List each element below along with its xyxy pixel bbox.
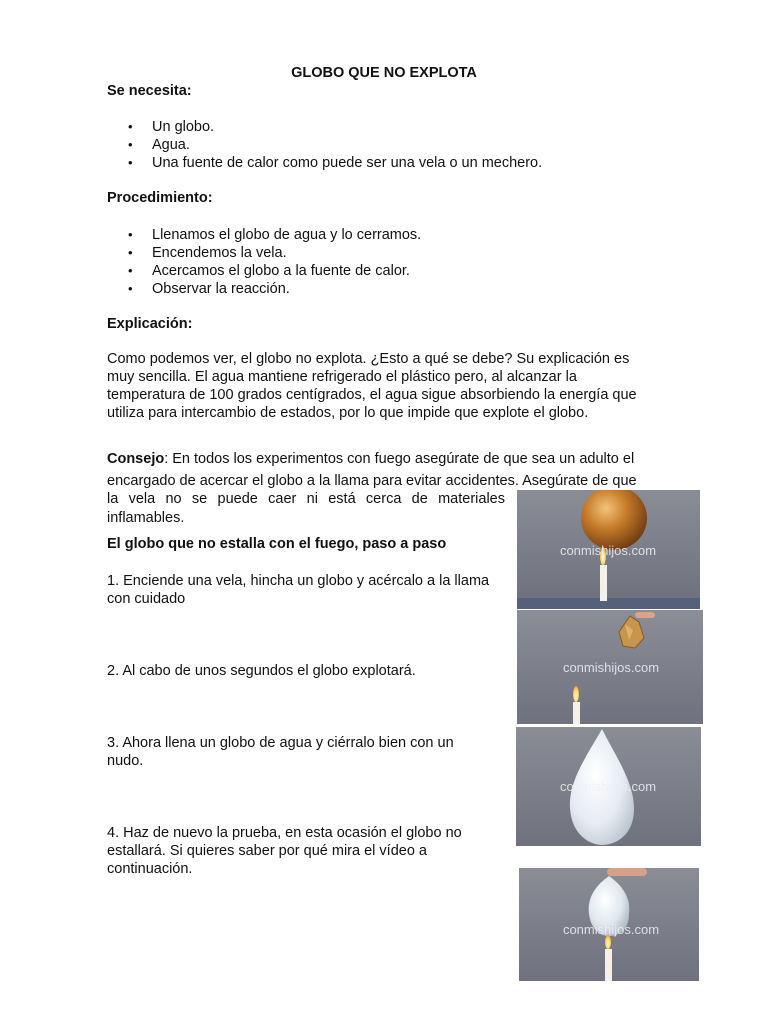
step-4 [107, 824, 462, 878]
procedure-item: • Llenamos el globo de agua y lo cerramos. [107, 226, 421, 244]
step-line: 3. Ahora llena un globo de agua y ciérralo bien con un [107, 735, 454, 751]
procedure-item: • Acercamos el globo a la fuente de calor. [107, 262, 421, 280]
tip-line: la vela no se puede caer ni está cerca de materiales [107, 491, 505, 507]
step-line: con cuidado [107, 591, 186, 607]
steps-heading: El globo que no estalla con el fuego, paso a paso [107, 536, 447, 552]
photo-balloon-bursting [517, 610, 703, 724]
tip-paragraph [107, 448, 637, 492]
watermark: conmishijos.com [562, 922, 660, 937]
procedure-heading: Procedimiento: [107, 190, 213, 206]
document-title: GLOBO QUE NO EXPLOTA [291, 65, 477, 81]
explanation-line: utiliza para intercambio de estados, por lo que impide que explote el globo. [107, 405, 589, 421]
needs-item: • Una fuente de calor como puede ser una vela o un mechero. [107, 154, 542, 172]
procedure-item: • Observar la reacción. [107, 280, 421, 298]
watermark: conmishijos.com [559, 543, 657, 558]
explanation-line: Como podemos ver, el globo no explota. ¿Esto a qué se debe? Su explicación es [107, 351, 630, 367]
procedure-item: • Encendemos la vela. [107, 244, 421, 262]
procedure-list [107, 226, 421, 298]
tip-line: encargado de acercar el globo a la llama para evitar accidentes. Asegúrate de que [107, 473, 637, 489]
tip-label: Consejo [107, 451, 165, 467]
photo-water-balloon [516, 727, 701, 846]
needs-item: • Agua. [107, 136, 542, 154]
step-line: estallará. Si quieres saber por qué mira el vídeo a [107, 843, 427, 859]
explanation-heading: Explicación: [107, 316, 193, 332]
needs-list [107, 118, 542, 172]
tip-line: inflamables. [107, 510, 185, 526]
needs-item: • Un globo. [107, 118, 542, 136]
needs-heading: Se necesita: [107, 83, 192, 99]
explanation-paragraph [107, 350, 637, 422]
step-3 [107, 734, 454, 770]
step-line: continuación. [107, 861, 193, 877]
step-line: 1. Enciende una vela, hincha un globo y acércalo a la llama [107, 573, 490, 589]
explanation-line: muy sencilla. El agua mantiene refrigerado el plástico pero, al alcanzar la [107, 369, 577, 385]
photo-balloon-over-candle [517, 490, 700, 609]
watermark: conmishijos.com [559, 779, 657, 794]
step-2 [107, 662, 416, 680]
step-line: 2. Al cabo de unos segundos el globo explotará. [107, 663, 416, 679]
watermark: conmishijos.com [562, 660, 660, 675]
explanation-line: temperatura de 100 grados centígrados, el agua sigue absorbiendo la energía que [107, 387, 637, 403]
photo-water-balloon-over-candle [519, 868, 699, 981]
step-line: nudo. [107, 753, 144, 769]
step-line: 4. Haz de nuevo la prueba, en esta ocasión el globo no [107, 825, 462, 841]
tip-line: : En todos los experimentos con fuego asegúrate de que sea un adulto el [164, 451, 635, 467]
step-1 [107, 572, 489, 608]
